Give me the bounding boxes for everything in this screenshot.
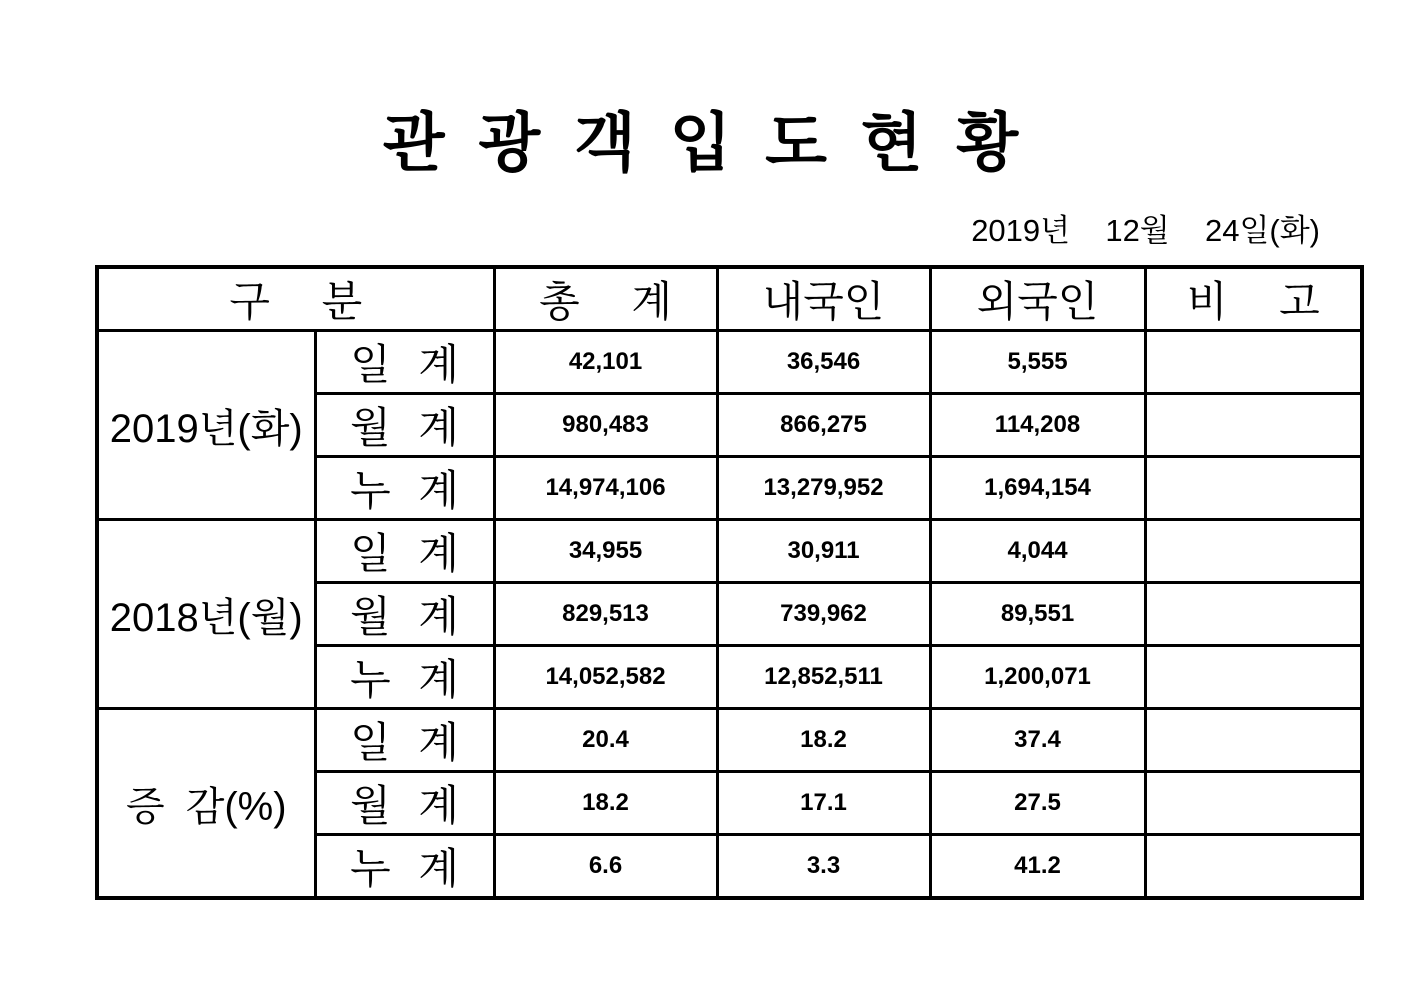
cell-foreign: 5,555 xyxy=(930,331,1145,394)
table-row xyxy=(97,331,1362,394)
cell-foreign: 1,200,071 xyxy=(930,646,1145,709)
row-label-monthly: 월 계 xyxy=(315,394,494,457)
cell-remarks xyxy=(1145,457,1362,520)
table-row xyxy=(97,520,1362,583)
cell-domestic: 17.1 xyxy=(717,772,930,835)
cell-domestic: 12,852,511 xyxy=(717,646,930,709)
cell-foreign: 41.2 xyxy=(930,835,1145,899)
cell-total: 980,483 xyxy=(494,394,717,457)
cell-domestic: 30,911 xyxy=(717,520,930,583)
row-label-cumulative: 누 계 xyxy=(315,646,494,709)
column-header-domestic: 내국인 xyxy=(717,267,930,331)
row-label-daily: 일 계 xyxy=(315,709,494,772)
row-label-cumulative: 누 계 xyxy=(315,835,494,899)
cell-total: 42,101 xyxy=(494,331,717,394)
cell-foreign: 89,551 xyxy=(930,583,1145,646)
cell-remarks xyxy=(1145,520,1362,583)
cell-remarks xyxy=(1145,772,1362,835)
cell-foreign: 114,208 xyxy=(930,394,1145,457)
cell-remarks xyxy=(1145,835,1362,899)
page-title: 관 광 객 입 도 현 황 xyxy=(382,107,1021,179)
column-header-total: 총 계 xyxy=(494,267,717,331)
cell-remarks xyxy=(1145,646,1362,709)
table-row xyxy=(97,709,1362,772)
row-label-monthly: 월 계 xyxy=(315,583,494,646)
cell-total: 20.4 xyxy=(494,709,717,772)
cell-foreign: 4,044 xyxy=(930,520,1145,583)
row-label-monthly: 월 계 xyxy=(315,772,494,835)
column-header-remarks: 비 고 xyxy=(1145,267,1362,331)
cell-domestic: 18.2 xyxy=(717,709,930,772)
tourist-arrival-table xyxy=(95,265,1364,900)
row-label-cumulative: 누 계 xyxy=(315,457,494,520)
cell-remarks xyxy=(1145,583,1362,646)
row-label-daily: 일 계 xyxy=(315,331,494,394)
report-date: 2019년 12월 24일(화) xyxy=(971,213,1320,248)
cell-total: 34,955 xyxy=(494,520,717,583)
cell-total: 14,052,582 xyxy=(494,646,717,709)
cell-domestic: 3.3 xyxy=(717,835,930,899)
cell-domestic: 36,546 xyxy=(717,331,930,394)
cell-domestic: 739,962 xyxy=(717,583,930,646)
cell-total: 6.6 xyxy=(494,835,717,899)
column-header-category: 구 분 xyxy=(97,267,494,331)
row-group-label-2019: 2019년(화) xyxy=(97,331,315,520)
cell-foreign: 27.5 xyxy=(930,772,1145,835)
cell-total: 829,513 xyxy=(494,583,717,646)
cell-total: 18.2 xyxy=(494,772,717,835)
cell-domestic: 866,275 xyxy=(717,394,930,457)
table-header-row xyxy=(97,267,1362,331)
cell-remarks xyxy=(1145,331,1362,394)
row-group-label-change-pct: 증 감(%) xyxy=(97,709,315,899)
cell-foreign: 37.4 xyxy=(930,709,1145,772)
row-group-label-2018: 2018년(월) xyxy=(97,520,315,709)
row-label-daily: 일 계 xyxy=(315,520,494,583)
cell-foreign: 1,694,154 xyxy=(930,457,1145,520)
cell-remarks xyxy=(1145,709,1362,772)
column-header-foreign: 외국인 xyxy=(930,267,1145,331)
cell-remarks xyxy=(1145,394,1362,457)
cell-domestic: 13,279,952 xyxy=(717,457,930,520)
cell-total: 14,974,106 xyxy=(494,457,717,520)
